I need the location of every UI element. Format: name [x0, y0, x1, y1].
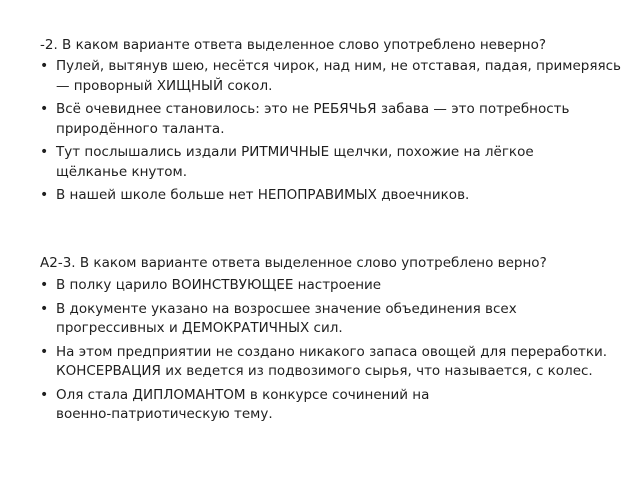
- list-item: [40, 100, 620, 139]
- list-item: [40, 57, 620, 96]
- list-item: [40, 143, 620, 182]
- option-text-line: Тут послышались издали РИТМИЧНЫЕ щелчки, похожие на лёгкое: [56, 144, 534, 160]
- bullet-icon: •: [40, 300, 49, 317]
- bullet-icon: •: [40, 386, 49, 403]
- list-item: [40, 300, 620, 339]
- option-text-line: В полку царило ВОИНСТВУЮЩЕЕ настроение: [56, 277, 382, 293]
- option-text-line: Пулей, вытянув шею, несётся чирок, над ним, не отставая, падая, примеряясь: [56, 58, 621, 74]
- question-2-title: А2-3. В каком варианте ответа выделенное слово употреблено верно?: [40, 255, 547, 271]
- question-1-options: [40, 57, 620, 210]
- question-2-options: [40, 276, 620, 429]
- bullet-icon: •: [40, 144, 49, 160]
- option-text-line: На этом предприятии не создано никакого запаса овощей для переработки.: [56, 343, 608, 360]
- bullet-icon: •: [40, 343, 49, 360]
- list-item: [40, 276, 620, 296]
- option-text-line: В нашей школе больше нет НЕПОПРАВИМЫХ двоечников.: [56, 187, 470, 203]
- option-text-line: щёлканье кнутом.: [56, 163, 188, 180]
- bullet-icon: •: [40, 277, 49, 293]
- question-1-title: -2. В каком варианте ответа выделенное слово употреблено неверно?: [40, 37, 547, 53]
- bullet-icon: •: [40, 101, 49, 117]
- option-text-line: военно-патриотическую тему.: [56, 406, 273, 422]
- option-text-line: В документе указано на возросшее значение объединения всех: [56, 300, 517, 317]
- list-item: [40, 386, 620, 425]
- option-text-line: прогрессивных и ДЕМОКРАТИЧНЫХ сил.: [56, 320, 343, 336]
- bullet-icon: •: [40, 58, 49, 74]
- option-text-line: Оля стала ДИПЛОМАНТОМ в конкурсе сочинений на: [56, 386, 430, 403]
- option-text-line: КОНСЕРВАЦИЯ их ведется из подвозимого сырья, что называется, с колес.: [56, 363, 593, 379]
- option-text-line: — проворный ХИЩНЫЙ сокол.: [56, 77, 273, 94]
- list-item: [40, 343, 620, 382]
- option-text-line: природённого таланта.: [56, 120, 225, 137]
- option-text-line: Всё очевиднее становилось: это не РЕБЯЧЬЯ забава — это потребность: [56, 101, 570, 117]
- bullet-icon: •: [40, 187, 49, 203]
- list-item: [40, 186, 620, 206]
